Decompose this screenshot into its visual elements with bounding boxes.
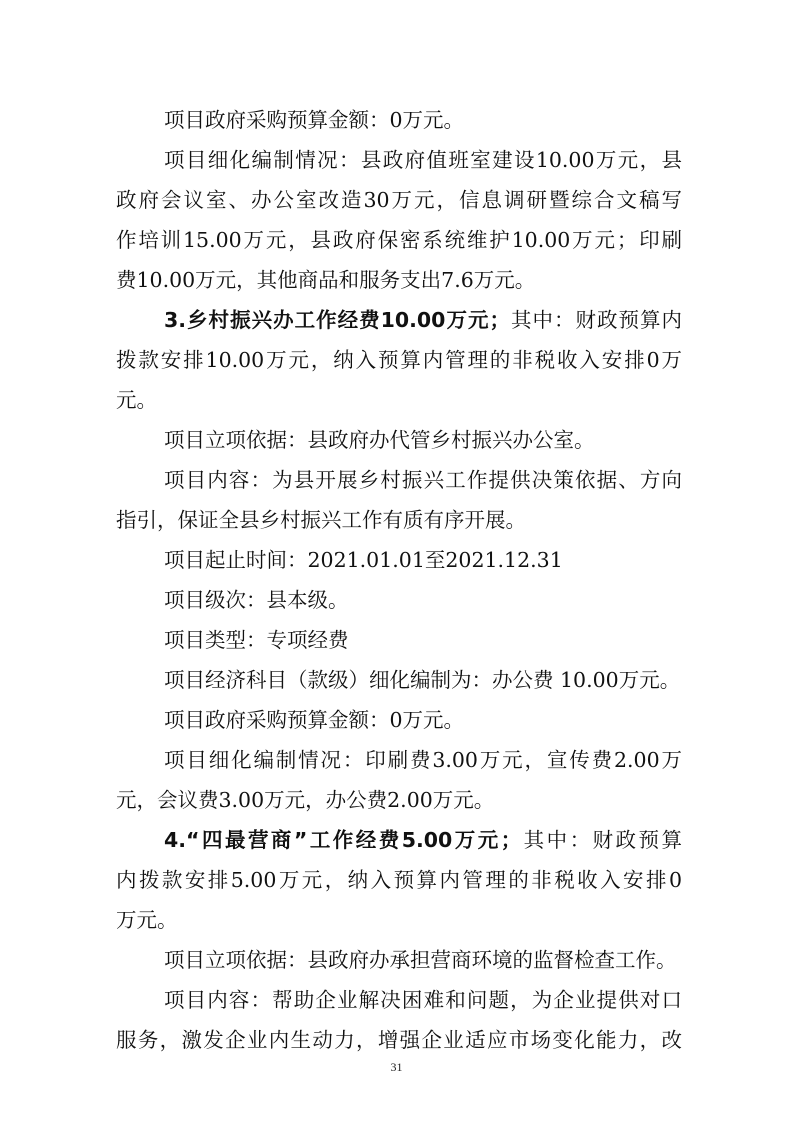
text-line: 项目经济科目（款级）细化编制为：办公费 10.00万元。 bbox=[164, 668, 681, 692]
text-line: 项目内容：为县开展乡村振兴工作提供决策依据、方向 bbox=[164, 468, 682, 492]
section-heading: 3.乡村振兴办工作经费10.00万元； bbox=[164, 308, 510, 332]
text-line: 元，会议费3.00万元，办公费2.00万元。 bbox=[116, 788, 495, 812]
text-line: 费10.00万元，其他商品和服务支出7.6万元。 bbox=[116, 268, 536, 292]
text-line: 政府会议室、办公室改造30万元，信息调研暨综合文稿写 bbox=[116, 188, 682, 212]
section-heading-line bbox=[164, 820, 682, 860]
page-number: 31 bbox=[390, 1060, 403, 1074]
text-line: 服务，激发企业内生动力，增强企业适应市场变化能力，改 bbox=[116, 1028, 682, 1052]
text-fragment: 其中：财政预算 bbox=[521, 828, 682, 852]
text-line: 项目细化编制情况：县政府值班室建设10.00万元，县 bbox=[164, 148, 682, 172]
text-line: 项目起止时间：2021.01.01至2021.12.31 bbox=[164, 548, 563, 572]
text-line: 项目类型：专项经费 bbox=[164, 628, 349, 652]
text-line: 项目政府采购预算金额：0万元。 bbox=[164, 708, 465, 732]
text-line: 项目立项依据：县政府办承担营商环境的监督检查工作。 bbox=[164, 948, 677, 972]
text-line: 项目立项依据：县政府办代管乡村振兴办公室。 bbox=[164, 428, 595, 452]
text-line: 项目细化编制情况：印刷费3.00万元，宣传费2.00万 bbox=[164, 748, 682, 772]
text-line: 项目政府采购预算金额：0万元。 bbox=[164, 108, 465, 132]
text-line: 拨款安排10.00万元，纳入预算内管理的非税收入安排0万 bbox=[116, 348, 682, 372]
text-line: 项目级次：县本级。 bbox=[164, 588, 349, 612]
text-fragment: 其中：财政预算内 bbox=[509, 308, 682, 332]
text-line: 元。 bbox=[116, 388, 157, 412]
section-heading-line bbox=[164, 300, 682, 340]
text-line: 内拨款安排5.00万元，纳入预算内管理的非税收入安排0 bbox=[116, 868, 682, 892]
text-line: 万元。 bbox=[116, 908, 178, 932]
text-line: 作培训15.00万元，县政府保密系统维护10.00万元；印刷 bbox=[116, 228, 682, 252]
text-line: 项目内容：帮助企业解决困难和问题，为企业提供对口 bbox=[164, 988, 682, 1012]
text-line: 指引，保证全县乡村振兴工作有质有序开展。 bbox=[116, 508, 526, 532]
section-heading: 4.“四最营商”工作经费5.00万元； bbox=[164, 828, 522, 852]
